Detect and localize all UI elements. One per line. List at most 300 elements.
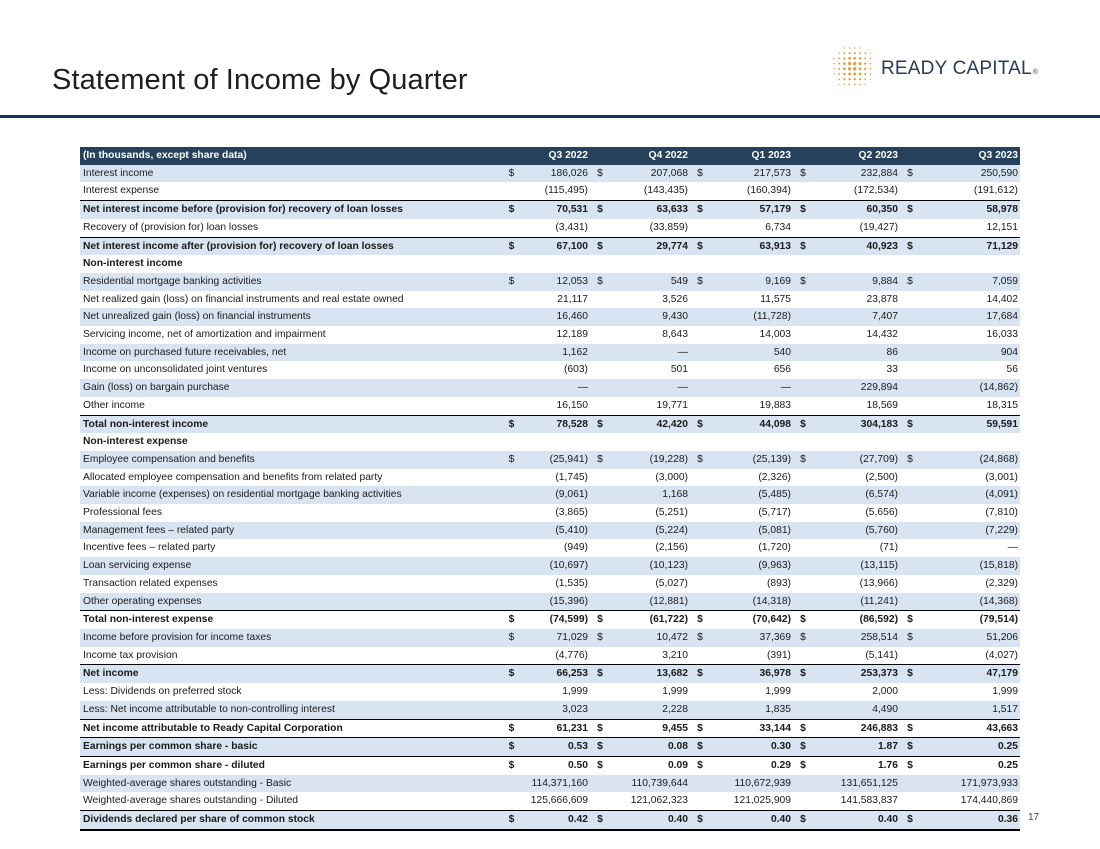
logo-dot xyxy=(853,67,856,70)
table-row xyxy=(80,415,1020,433)
row-label: Less: Net income attributable to non-controlling interest xyxy=(80,701,503,719)
value-cell: 1,999 xyxy=(562,686,588,698)
currency-symbol: $ xyxy=(793,415,813,433)
value-cell: 63,913 xyxy=(710,237,793,255)
table-row xyxy=(80,683,1020,701)
value-cell: 0.30 xyxy=(710,738,793,757)
table-row xyxy=(80,611,1020,629)
value-cell: 19,771 xyxy=(656,399,688,411)
currency-symbol xyxy=(590,683,610,701)
table-row xyxy=(80,469,1020,487)
currency-symbol xyxy=(690,486,710,504)
value-cell: (9,061) xyxy=(520,486,590,504)
value-cell: (24,868) xyxy=(920,451,1020,469)
logo-dot xyxy=(849,84,851,86)
value-cell: (5,081) xyxy=(710,522,793,540)
value-cell: 18,315 xyxy=(986,399,1018,411)
currency-symbol: $ xyxy=(900,611,920,629)
row-label: Total non-interest income xyxy=(80,415,503,433)
currency-symbol xyxy=(590,522,610,540)
currency-symbol xyxy=(793,701,813,719)
value-cell: 14,003 xyxy=(759,329,791,341)
value-cell: (7,229) xyxy=(920,522,1020,540)
currency-symbol xyxy=(690,792,710,810)
currency-symbol: $ xyxy=(503,165,520,183)
currency-symbol: $ xyxy=(590,611,610,629)
currency-symbol: $ xyxy=(590,201,610,219)
value-cell: 57,179 xyxy=(710,201,793,219)
table-header-row xyxy=(80,147,1020,165)
currency-symbol: $ xyxy=(690,415,710,433)
value-cell: 63,633 xyxy=(610,201,690,219)
header-spacer xyxy=(590,147,610,165)
logo-dot xyxy=(864,73,866,75)
value-cell: (949) xyxy=(563,542,588,554)
currency-symbol: $ xyxy=(793,629,813,647)
currency-symbol xyxy=(503,683,520,701)
currency-symbol: $ xyxy=(690,201,710,219)
row-label: Income on purchased future receivables, net xyxy=(80,344,503,362)
currency-symbol xyxy=(503,219,520,237)
value-cell: (4,027) xyxy=(985,649,1018,661)
row-label: Transaction related expenses xyxy=(83,577,218,589)
currency-symbol xyxy=(690,326,710,344)
currency-symbol: $ xyxy=(793,738,813,757)
value-cell: 0.25 xyxy=(920,738,1020,757)
currency-symbol: $ xyxy=(590,165,610,183)
row-label: Other operating expenses xyxy=(80,593,503,611)
value-cell: (115,495) xyxy=(544,185,588,197)
currency-symbol xyxy=(900,361,920,379)
currency-symbol xyxy=(590,308,610,326)
value-cell: 0.40 xyxy=(710,811,793,830)
value-cell: (3,431) xyxy=(555,221,588,233)
logo-dot xyxy=(833,73,834,74)
value-cell: 540 xyxy=(710,344,793,362)
logo-dot xyxy=(838,57,840,59)
value-cell: (14,862) xyxy=(920,379,1020,397)
value-cell: — xyxy=(1007,542,1018,554)
value-cell: 21,117 xyxy=(557,293,588,305)
row-label: Gain (loss) on bargain purchase xyxy=(80,379,503,397)
value-cell: 1.76 xyxy=(813,756,900,774)
table-row xyxy=(80,326,1020,344)
header-spacer xyxy=(690,147,710,165)
currency-symbol: $ xyxy=(503,201,520,219)
value-cell: (5,485) xyxy=(710,486,793,504)
logo-dot xyxy=(844,84,846,86)
currency-symbol xyxy=(900,379,920,397)
logo-dot xyxy=(864,62,866,64)
value-cell: (25,139) xyxy=(710,451,793,469)
currency-symbol xyxy=(503,557,520,575)
table-row xyxy=(80,539,1020,557)
currency-symbol xyxy=(793,792,813,810)
table-row xyxy=(80,665,1020,683)
row-label: Allocated employee compensation and benefits from related party xyxy=(83,471,383,483)
table-row xyxy=(80,701,1020,719)
value-cell: 0.50 xyxy=(520,756,590,774)
currency-symbol xyxy=(590,486,610,504)
value-cell: (15,396) xyxy=(520,593,590,611)
logo-dot xyxy=(833,63,835,65)
value-cell: (14,368) xyxy=(920,593,1020,611)
logo-dot xyxy=(870,63,872,65)
currency-symbol: $ xyxy=(900,719,920,738)
currency-symbol xyxy=(590,775,610,793)
value-cell: (10,123) xyxy=(610,557,690,575)
value-cell: 2,228 xyxy=(610,701,690,719)
income-statement-table xyxy=(80,147,1020,831)
value-cell: 67,100 xyxy=(520,237,590,255)
currency-symbol: $ xyxy=(793,665,813,683)
value-cell: (6,574) xyxy=(813,486,900,504)
currency-symbol xyxy=(900,647,920,665)
currency-symbol xyxy=(503,182,520,200)
value-cell: 14,402 xyxy=(986,293,1018,305)
currency-symbol: $ xyxy=(900,665,920,683)
table-row xyxy=(80,182,1020,200)
currency-symbol xyxy=(503,575,520,593)
value-cell: 78,528 xyxy=(520,415,590,433)
logo-dot xyxy=(838,78,840,80)
currency-symbol xyxy=(793,775,813,793)
currency-symbol xyxy=(900,504,920,522)
value-cell: 2,000 xyxy=(872,686,898,698)
currency-symbol xyxy=(590,326,610,344)
value-cell: (5,656) xyxy=(865,507,898,519)
value-cell: (2,156) xyxy=(655,542,688,554)
currency-symbol xyxy=(793,683,813,701)
value-cell: — xyxy=(610,379,690,397)
value-cell: 9,884 xyxy=(813,273,900,291)
table-row xyxy=(80,504,1020,522)
logo-text xyxy=(881,58,1038,80)
table-row xyxy=(80,273,1020,291)
currency-symbol xyxy=(590,182,610,200)
registered-mark: ® xyxy=(1032,69,1039,76)
value-cell: (13,115) xyxy=(813,557,900,575)
value-cell: (19,427) xyxy=(859,221,898,233)
value-cell: (391) xyxy=(766,649,791,661)
currency-symbol: $ xyxy=(590,415,610,433)
value-cell: 33,144 xyxy=(710,719,793,738)
row-label: Loan servicing expense xyxy=(80,557,503,575)
header-label: (In thousands, except share data) xyxy=(80,147,503,165)
currency-symbol: $ xyxy=(503,273,520,291)
value-cell: 13,682 xyxy=(610,665,690,683)
logo-dot xyxy=(870,58,872,60)
value-cell: 0.40 xyxy=(813,811,900,830)
currency-symbol: $ xyxy=(690,451,710,469)
value-cell: 174,440,869 xyxy=(960,795,1018,807)
value-cell: 16,033 xyxy=(986,329,1018,341)
value-cell: 56 xyxy=(1006,364,1018,376)
table-row xyxy=(80,719,1020,738)
value-cell: 16,150 xyxy=(556,399,588,411)
table-row xyxy=(80,219,1020,237)
currency-symbol xyxy=(590,361,610,379)
value-cell xyxy=(813,433,900,451)
currency-symbol: $ xyxy=(900,629,920,647)
value-cell: 9,455 xyxy=(610,719,690,738)
header-spacer xyxy=(793,147,813,165)
value-cell: 61,231 xyxy=(520,719,590,738)
currency-symbol xyxy=(503,504,520,522)
logo-dot xyxy=(854,47,856,49)
value-cell: 0.25 xyxy=(920,756,1020,774)
currency-symbol: $ xyxy=(793,451,813,469)
value-cell: (5,251) xyxy=(655,507,688,519)
currency-symbol xyxy=(793,557,813,575)
value-cell: (10,697) xyxy=(520,557,590,575)
value-cell: 304,183 xyxy=(813,415,900,433)
row-label: Weighted-average shares outstanding - Diluted xyxy=(83,795,299,807)
currency-symbol xyxy=(793,379,813,397)
value-cell: 37,369 xyxy=(710,629,793,647)
value-cell: 246,883 xyxy=(813,719,900,738)
value-cell: 71,029 xyxy=(520,629,590,647)
value-cell: 7,407 xyxy=(813,308,900,326)
value-cell: (191,612) xyxy=(973,185,1018,197)
logo-dot xyxy=(848,57,851,60)
section-header-row xyxy=(80,255,1020,273)
logo-dot xyxy=(854,84,856,86)
header-q4-2022: Q4 2022 xyxy=(610,147,690,165)
currency-symbol: $ xyxy=(900,738,920,757)
currency-symbol xyxy=(900,344,920,362)
row-label: Net income xyxy=(80,665,503,683)
currency-symbol xyxy=(503,433,520,451)
logo-dot xyxy=(870,68,872,70)
row-label: Residential mortgage banking activities xyxy=(80,273,503,291)
table-row xyxy=(80,629,1020,647)
currency-symbol: $ xyxy=(900,756,920,774)
currency-symbol xyxy=(793,291,813,309)
logo-dot xyxy=(848,62,851,65)
currency-symbol xyxy=(690,504,710,522)
value-cell: — xyxy=(710,379,793,397)
currency-symbol: $ xyxy=(793,719,813,738)
value-cell: (3,000) xyxy=(655,471,688,483)
currency-symbol xyxy=(503,326,520,344)
value-cell: (61,722) xyxy=(610,611,690,629)
currency-symbol xyxy=(793,486,813,504)
value-cell: (33,859) xyxy=(649,221,688,233)
currency-symbol xyxy=(900,326,920,344)
value-cell: (5,717) xyxy=(758,507,791,519)
currency-symbol xyxy=(503,291,520,309)
value-cell: (4,091) xyxy=(920,486,1020,504)
table-row xyxy=(80,811,1020,830)
currency-symbol xyxy=(503,701,520,719)
currency-symbol xyxy=(690,361,710,379)
value-cell: (11,728) xyxy=(710,308,793,326)
currency-symbol xyxy=(590,219,610,237)
currency-symbol xyxy=(590,701,610,719)
currency-symbol xyxy=(793,593,813,611)
currency-symbol xyxy=(690,219,710,237)
value-cell: (86,592) xyxy=(813,611,900,629)
value-cell: (71) xyxy=(879,542,898,554)
currency-symbol xyxy=(690,539,710,557)
currency-symbol: $ xyxy=(793,811,813,830)
value-cell: 1,517 xyxy=(920,701,1020,719)
currency-symbol xyxy=(590,557,610,575)
title-divider xyxy=(0,115,1100,118)
logo-dot xyxy=(839,84,840,85)
value-cell: 23,878 xyxy=(866,293,898,305)
value-cell: (15,818) xyxy=(920,557,1020,575)
value-cell: 207,068 xyxy=(610,165,690,183)
value-cell: 29,774 xyxy=(610,237,690,255)
currency-symbol xyxy=(793,522,813,540)
logo-dot xyxy=(853,57,856,60)
value-cell: 141,583,837 xyxy=(840,795,898,807)
logo-dot xyxy=(849,52,851,54)
table-row xyxy=(80,201,1020,219)
value-cell: 16,460 xyxy=(520,308,590,326)
currency-symbol xyxy=(590,255,610,273)
currency-symbol xyxy=(900,182,920,200)
currency-symbol xyxy=(503,647,520,665)
currency-symbol xyxy=(690,683,710,701)
header-q3-2023: Q3 2023 xyxy=(920,147,1020,165)
value-cell: 501 xyxy=(670,364,688,376)
value-cell: 12,151 xyxy=(986,221,1018,233)
value-cell: 10,472 xyxy=(610,629,690,647)
currency-symbol xyxy=(590,397,610,415)
value-cell: 60,350 xyxy=(813,201,900,219)
row-label: Earnings per common share - diluted xyxy=(80,756,503,774)
currency-symbol xyxy=(590,291,610,309)
currency-symbol xyxy=(503,486,520,504)
table-row xyxy=(80,379,1020,397)
value-cell: (25,941) xyxy=(520,451,590,469)
value-cell: 549 xyxy=(610,273,690,291)
row-label: Incentive fees – related party xyxy=(83,542,216,554)
value-cell: 9,430 xyxy=(610,308,690,326)
value-cell: (143,435) xyxy=(643,185,688,197)
currency-symbol xyxy=(590,792,610,810)
currency-symbol xyxy=(900,522,920,540)
logo-dot xyxy=(843,57,845,59)
currency-symbol xyxy=(793,326,813,344)
table-row xyxy=(80,775,1020,793)
value-cell: (2,500) xyxy=(865,471,898,483)
table-row xyxy=(80,451,1020,469)
currency-symbol: $ xyxy=(590,665,610,683)
row-label: Non-interest expense xyxy=(83,436,188,448)
currency-symbol: $ xyxy=(900,237,920,255)
currency-symbol xyxy=(900,308,920,326)
logo-dot xyxy=(864,57,866,59)
logo-dot xyxy=(859,84,861,86)
table-row xyxy=(80,165,1020,183)
logo-dot xyxy=(870,79,871,80)
currency-symbol xyxy=(690,291,710,309)
logo-dot xyxy=(833,58,834,59)
value-cell: 125,666,609 xyxy=(530,795,588,807)
logo-dot xyxy=(859,52,861,54)
value-cell: (1,535) xyxy=(555,577,588,589)
value-cell: 44,098 xyxy=(710,415,793,433)
currency-symbol: $ xyxy=(503,611,520,629)
currency-symbol xyxy=(900,775,920,793)
value-cell: (9,963) xyxy=(710,557,793,575)
value-cell: 86 xyxy=(813,344,900,362)
currency-symbol xyxy=(900,701,920,719)
value-cell xyxy=(920,255,1020,273)
row-label: Non-interest income xyxy=(83,258,183,270)
logo-dot xyxy=(853,62,856,65)
header-q3-2022: Q3 2022 xyxy=(520,147,590,165)
currency-symbol xyxy=(900,255,920,273)
value-cell: (2,326) xyxy=(758,471,791,483)
currency-symbol: $ xyxy=(793,611,813,629)
value-cell: 0.40 xyxy=(610,811,690,830)
logo-dot xyxy=(849,47,851,49)
value-cell: 19,883 xyxy=(759,399,791,411)
row-label: Variable income (expenses) on residential mortgage banking activities xyxy=(80,486,503,504)
value-cell xyxy=(920,433,1020,451)
currency-symbol xyxy=(690,701,710,719)
row-label: Interest expense xyxy=(83,185,160,197)
currency-symbol: $ xyxy=(690,237,710,255)
value-cell: (5,027) xyxy=(655,577,688,589)
value-cell: — xyxy=(520,379,590,397)
currency-symbol: $ xyxy=(590,451,610,469)
value-cell: 1,168 xyxy=(610,486,690,504)
value-cell: 258,514 xyxy=(813,629,900,647)
value-cell: 1,999 xyxy=(992,686,1018,698)
page-title: Statement of Income by Quarter xyxy=(52,64,468,96)
value-cell: 14,432 xyxy=(866,329,898,341)
currency-symbol xyxy=(690,308,710,326)
value-cell: 0.08 xyxy=(610,738,690,757)
logo-dot xyxy=(843,78,845,80)
value-cell: 12,189 xyxy=(556,329,588,341)
value-cell: 131,651,125 xyxy=(813,775,900,793)
value-cell: 33 xyxy=(886,364,898,376)
value-cell: 3,023 xyxy=(520,701,590,719)
currency-symbol: $ xyxy=(503,451,520,469)
page-number: 17 xyxy=(1028,812,1040,823)
value-cell: 656 xyxy=(773,364,791,376)
value-cell: 1,162 xyxy=(520,344,590,362)
logo-dot xyxy=(844,47,845,48)
logo-dot xyxy=(859,67,862,70)
row-label: Income tax provision xyxy=(83,649,178,661)
logo-dot xyxy=(859,62,862,65)
table-row xyxy=(80,738,1020,757)
value-cell xyxy=(610,433,690,451)
value-cell: 110,739,644 xyxy=(610,775,690,793)
currency-symbol: $ xyxy=(900,201,920,219)
value-cell: 0.53 xyxy=(520,738,590,757)
currency-symbol: $ xyxy=(793,165,813,183)
currency-symbol xyxy=(900,593,920,611)
logo-dot xyxy=(838,68,840,70)
row-label: Net interest income before (provision for) recovery of loan losses xyxy=(80,201,503,219)
currency-symbol xyxy=(590,469,610,487)
value-cell: — xyxy=(610,344,690,362)
currency-symbol xyxy=(900,539,920,557)
currency-symbol xyxy=(503,775,520,793)
currency-symbol xyxy=(793,344,813,362)
row-label: Interest income xyxy=(80,165,503,183)
logo-dot xyxy=(848,67,851,70)
